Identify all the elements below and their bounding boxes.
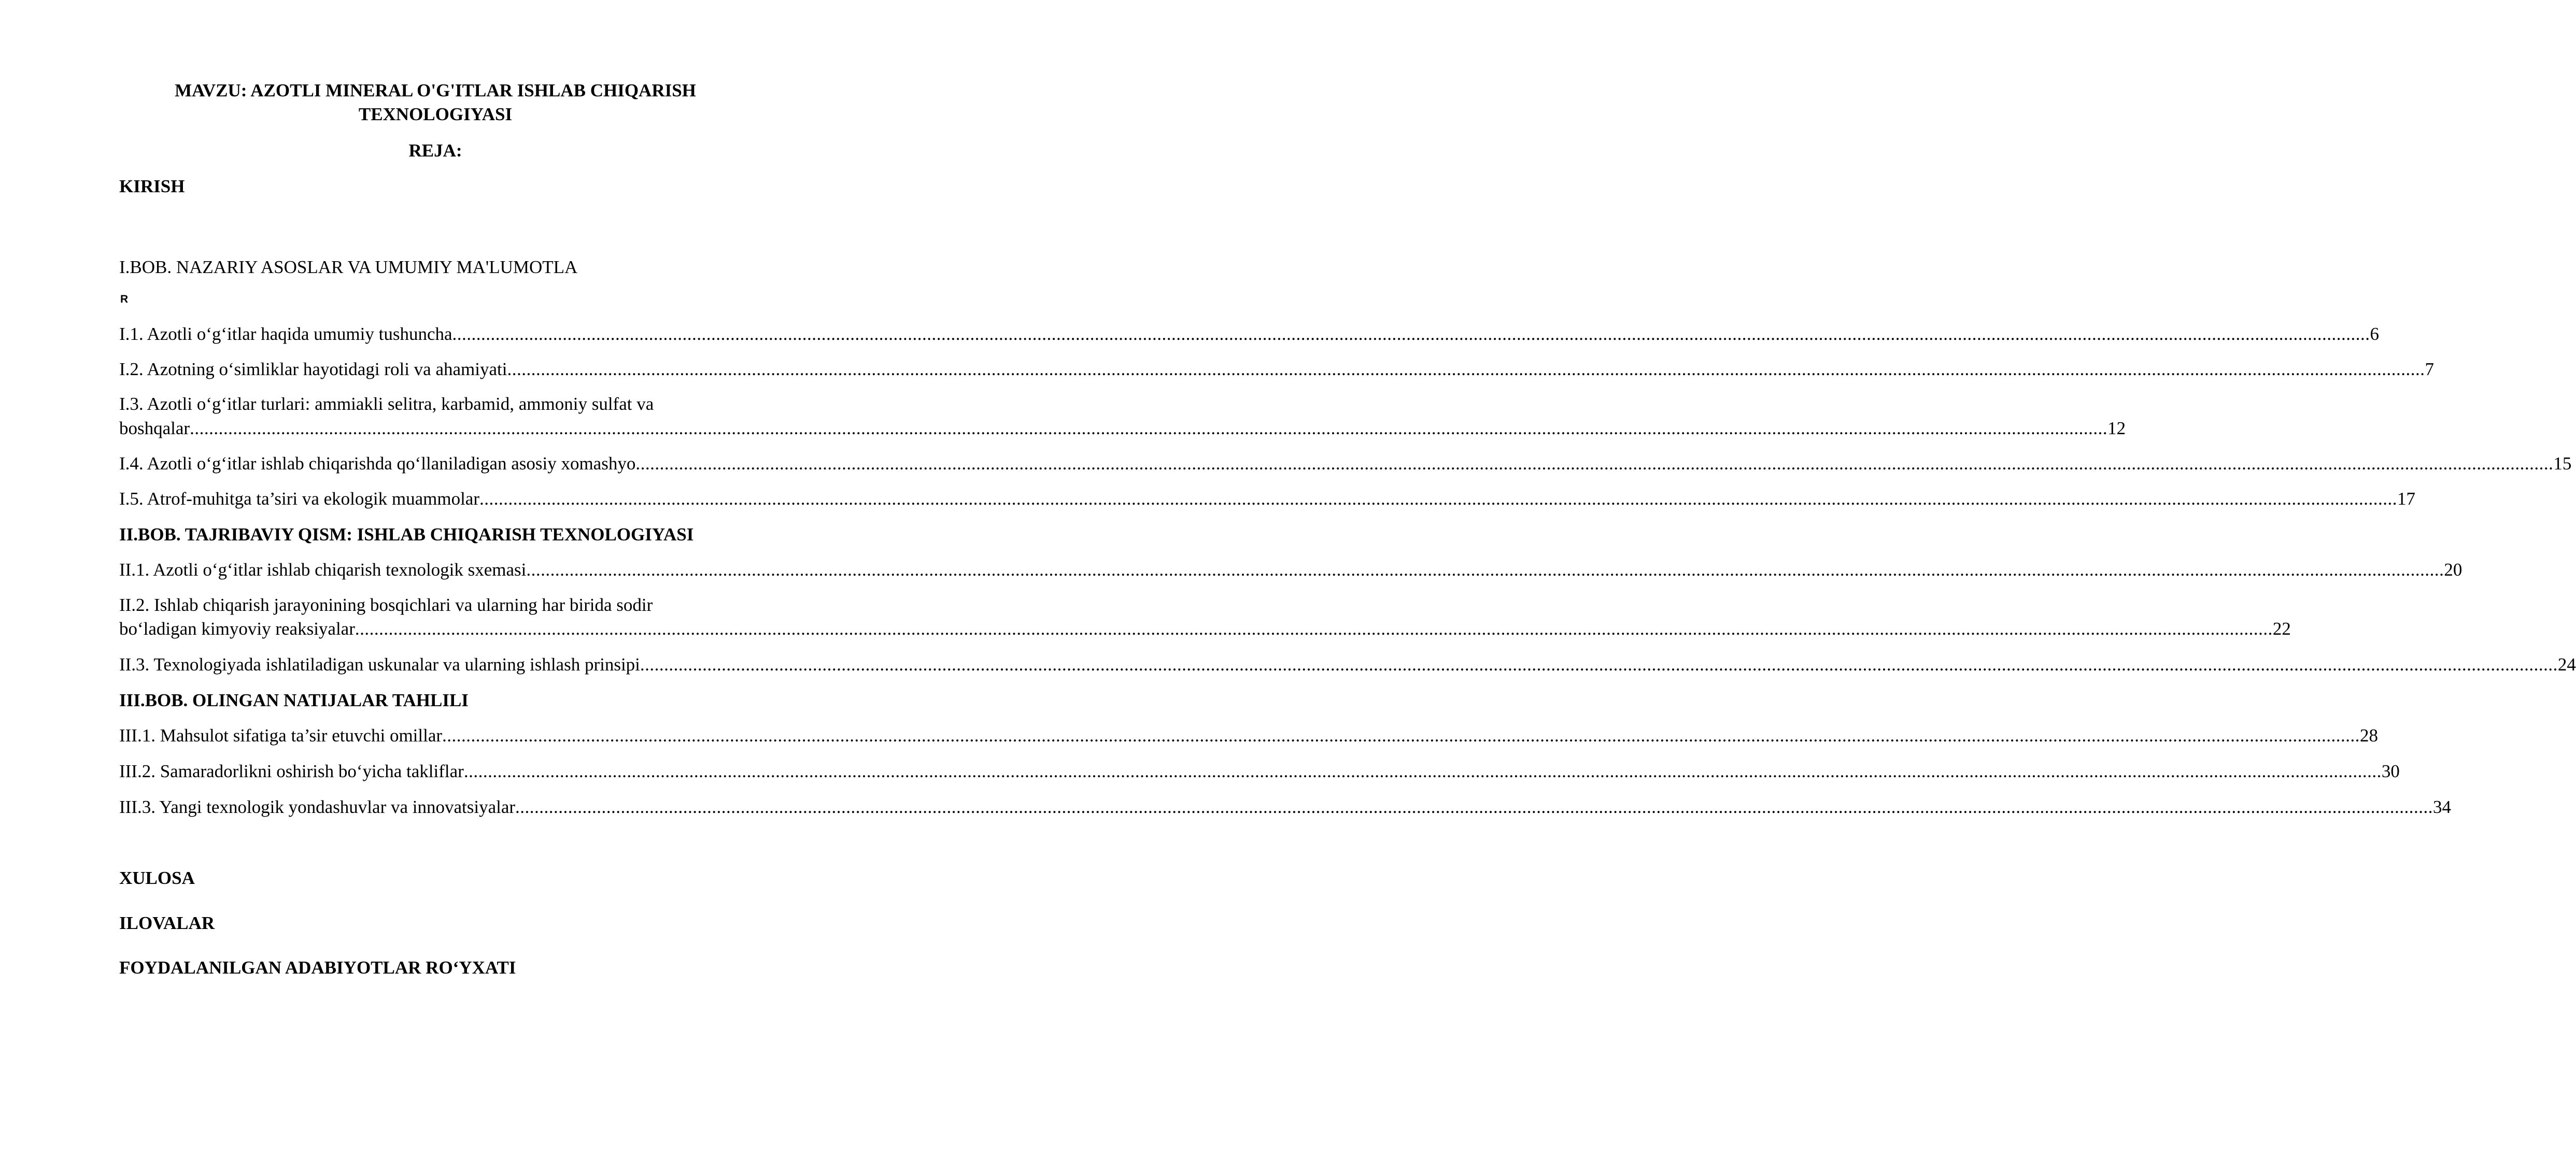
references-heading: FOYDALANILGAN ADABIYOTLAR RO‘YXATI — [119, 957, 516, 978]
document-title-line-2: TEXNOLOGIYASI — [358, 104, 513, 124]
conclusion-heading: XULOSA — [119, 868, 195, 888]
toc-entry-2-1 — [119, 558, 2462, 582]
toc-page-number: 22 — [2272, 619, 2291, 639]
chapter-2-title: II.BOB. TAJRIBAVIY QISM: ISHLAB CHIQARISH TEXNOLOGIYASI — [119, 524, 694, 545]
plan-label: REJA: — [408, 140, 462, 161]
toc-entry-2-2 — [119, 617, 2291, 641]
toc-leader: ................................................................................................................................................................................................................................................................................................................................................................................................................ — [515, 797, 2433, 817]
toc-page-number: 30 — [2381, 761, 2400, 781]
toc-entry-2-2-line-1: II.2. Ishlab chiqarish jarayonining bosqichlari va ularning har birida sodir — [119, 595, 653, 615]
toc-entry-1-3-line-1: I.3. Azotli o‘g‘itlar turlari: ammiakli selitra, karbamid, ammoniy sulfat va — [119, 394, 654, 414]
toc-entry-text: I.4. Azotli o‘g‘itlar ishlab chiqarishda qo‘llaniladigan asosiy xomashyo — [119, 453, 636, 474]
toc-entry-text: bo‘ladigan kimyoviy reaksiyalar — [119, 619, 355, 639]
chapter-3-title: III.BOB. OLINGAN NATIJALAR TAHLILI — [119, 690, 469, 710]
toc-entry-3-2 — [119, 760, 2400, 783]
toc-leader: ................................................................................................................................................................................................................................................................................................................................................................................................................ — [479, 489, 2397, 509]
chapter-1-title: I.BOB. NAZARIY ASOSLAR VA UMUMIY MA'LUMOTLA — [119, 257, 578, 277]
toc-leader: ................................................................................................................................................................................................................................................................................................................................................................................................................ — [640, 654, 2558, 675]
toc-page-number: 17 — [2397, 489, 2415, 509]
toc-entry-text: I.5. Atrof-muhitga ta’siri va ekologik muammolar — [119, 489, 479, 509]
toc-leader: ................................................................................................................................................................................................................................................................................................................................................................................................................ — [452, 324, 2370, 344]
toc-entry-text: I.1. Azotli o‘g‘itlar haqida umumiy tushuncha — [119, 324, 452, 344]
toc-page-number: 12 — [2107, 418, 2126, 438]
toc-entry-1-1 — [119, 322, 2380, 346]
toc-entry-text: II.3. Texnologiyada ishlatiladigan uskunalar va ularning ishlash prinsipi — [119, 654, 640, 675]
toc-leader: ................................................................................................................................................................................................................................................................................................................................................................................................................ — [442, 725, 2360, 746]
toc-leader: ................................................................................................................................................................................................................................................................................................................................................................................................................ — [526, 560, 2444, 580]
toc-entry-text: I.2. Azotning o‘simliklar hayotidagi roli va ahamiyati — [119, 359, 507, 379]
toc-entry-1-3 — [119, 417, 2126, 440]
toc-entry-1-2 — [119, 358, 2434, 381]
chapter-1-title-overflow: R — [120, 293, 129, 305]
toc-entry-text: III.2. Samaradorlikni oshirish bo‘yicha takliflar — [119, 761, 464, 781]
toc-entry-text: boshqalar — [119, 418, 190, 438]
toc-page-number: 15 — [2553, 453, 2572, 474]
toc-leader: ................................................................................................................................................................................................................................................................................................................................................................................................................ — [190, 418, 2108, 438]
toc-entry-text: III.1. Mahsulot sifatiga ta’sir etuvchi omillar — [119, 725, 443, 746]
toc-entry-3-3 — [119, 795, 2452, 819]
toc-entry-3-1 — [119, 724, 2379, 748]
document-title-line-1: MAVZU: AZOTLI MINERAL O'G'ITLAR ISHLAB CHIQARISH — [175, 80, 696, 101]
toc-entry-text: II.1. Azotli o‘g‘itlar ishlab chiqarish texnologik sxemasi — [119, 560, 527, 580]
appendices-heading: ILOVALAR — [119, 913, 215, 933]
toc-leader: ................................................................................................................................................................................................................................................................................................................................................................................................................ — [463, 761, 2382, 781]
toc-leader: ................................................................................................................................................................................................................................................................................................................................................................................................................ — [507, 359, 2425, 379]
toc-entry-text: III.3. Yangi texnologik yondashuvlar va innovatsiyalar — [119, 797, 516, 817]
toc-entry-2-3 — [119, 653, 2576, 677]
toc-entry-1-5 — [119, 487, 2415, 511]
toc-page-number: 7 — [2425, 359, 2434, 379]
toc-leader: ................................................................................................................................................................................................................................................................................................................................................................................................................ — [355, 619, 2273, 639]
toc-entry-1-4 — [119, 452, 2572, 476]
toc-page-number: 6 — [2370, 324, 2380, 344]
toc-page-number: 34 — [2433, 797, 2452, 817]
intro-heading: KIRISH — [119, 176, 185, 196]
toc-page-number: 28 — [2360, 725, 2379, 746]
toc-page-number: 24 — [2557, 654, 2576, 675]
toc-page-number: 20 — [2444, 560, 2462, 580]
toc-leader: ................................................................................................................................................................................................................................................................................................................................................................................................................ — [635, 453, 2554, 474]
